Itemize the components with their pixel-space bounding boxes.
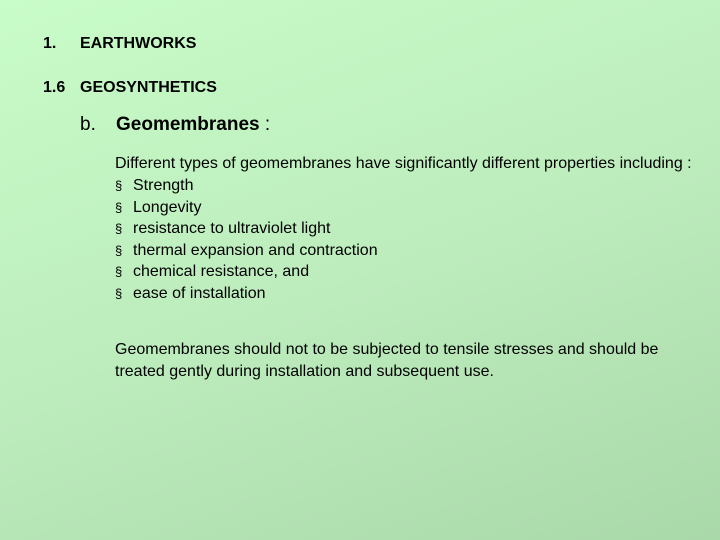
- section-number: 1.: [43, 35, 57, 52]
- list-item: [115, 261, 695, 283]
- subsection-heading: [43, 79, 217, 97]
- list-item: [115, 175, 695, 197]
- list-item-text: resistance to ultraviolet light: [133, 220, 331, 238]
- list-item-text: chemical resistance, and: [133, 263, 310, 281]
- slide-body: [115, 153, 695, 383]
- bullet-marker: §: [115, 242, 123, 258]
- list-item: [115, 283, 695, 305]
- topic-suffix: :: [259, 114, 271, 135]
- topic-letter: b.: [80, 114, 96, 135]
- list-item-text: ease of installation: [133, 284, 266, 302]
- section-heading: [43, 35, 196, 53]
- bullet-marker: §: [115, 178, 123, 193]
- list-item-text: thermal expansion and contraction: [133, 241, 378, 259]
- subsection-number: 1.6: [43, 79, 66, 96]
- list-item-text: Strength: [133, 177, 194, 194]
- section-title: EARTHWORKS: [80, 35, 197, 52]
- bullet-marker: §: [115, 264, 123, 280]
- bullet-marker: §: [115, 221, 123, 237]
- property-list: [115, 175, 695, 305]
- topic-title: Geomembranes: [116, 114, 260, 135]
- list-item: [115, 218, 695, 240]
- list-item: [115, 197, 695, 219]
- bullet-marker: §: [115, 285, 123, 301]
- topic-heading: [80, 114, 270, 136]
- subsection-title: GEOSYNTHETICS: [80, 79, 217, 96]
- list-item: [115, 240, 695, 262]
- bullet-marker: §: [115, 199, 123, 215]
- closing-text: Geomembranes should not to be subjected to tensile stresses and should be treated gently during installation and subsequent use.: [115, 340, 659, 380]
- intro-text: Different types of geomembranes have significantly different properties including :: [115, 155, 692, 172]
- list-item-text: Longevity: [133, 198, 202, 216]
